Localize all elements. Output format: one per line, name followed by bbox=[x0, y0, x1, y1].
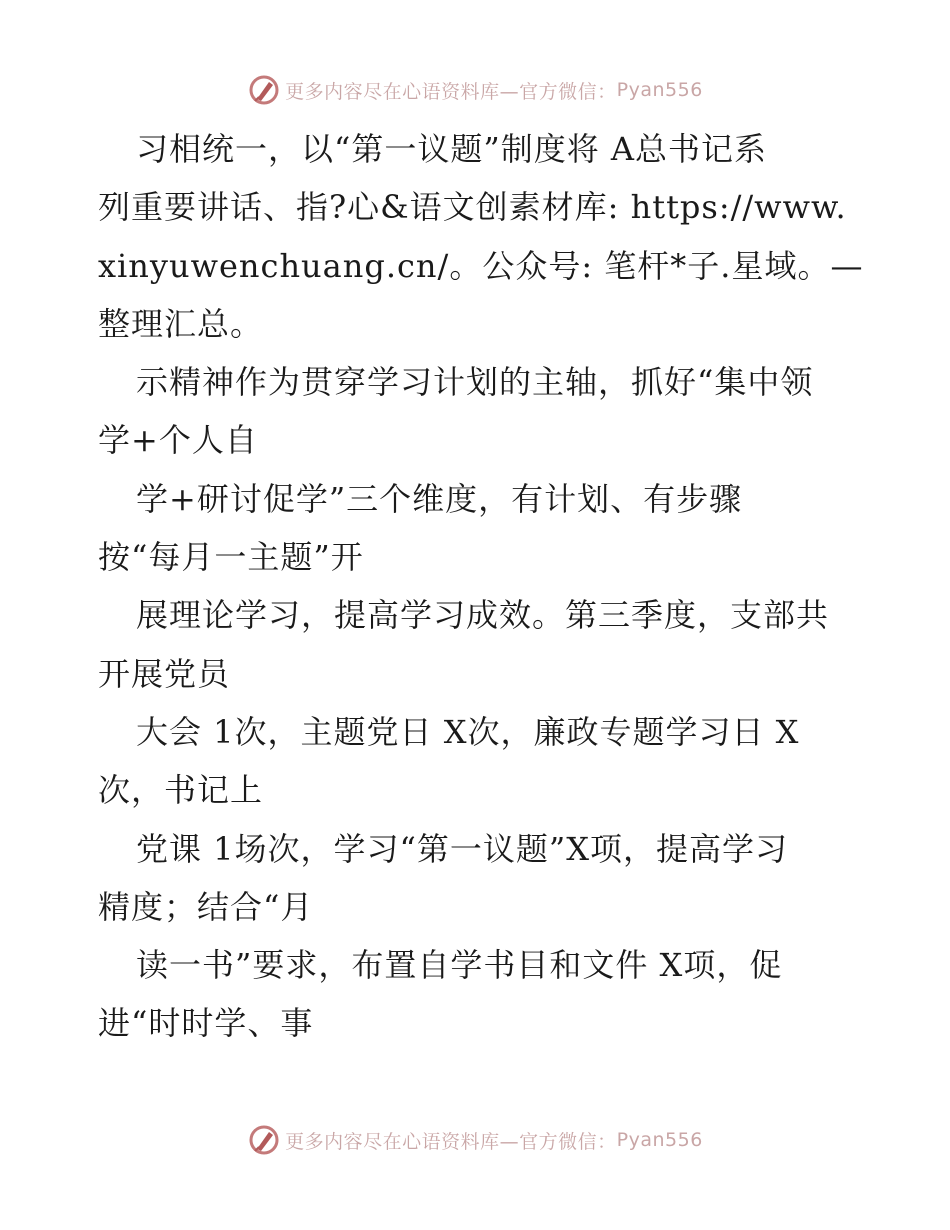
banner-inner bbox=[247, 73, 703, 107]
text-line: 展理论学习，提高学习成效。第三季度，支部共 bbox=[136, 596, 830, 635]
banner-wechat-handle: Pyan556 bbox=[616, 79, 703, 101]
text-line: 党课 1场次，学习“第一议题”X项，提高学习 bbox=[136, 829, 789, 868]
document-body bbox=[98, 120, 864, 1053]
text-line: 读一书”要求，布置自学书目和文件 X项，促 bbox=[136, 946, 783, 985]
banner-text: 更多内容尽在心语资料库—官方微信： bbox=[285, 80, 617, 103]
text-line: 整理汇总。 bbox=[98, 304, 264, 343]
text-line: 开展党员 bbox=[98, 654, 231, 693]
text-line: 习相统一，以“第一议题”制度将 A总书记系 bbox=[136, 130, 768, 168]
text-line: 大会 1次，主题党日 X次，廉政专题学习日 X bbox=[136, 712, 800, 751]
text-line: 按“每月一主题”开 bbox=[98, 538, 364, 577]
banner-inner bbox=[247, 1123, 703, 1157]
banner-wechat-handle: Pyan556 bbox=[616, 1129, 703, 1151]
text-line: 精度；结合“月 bbox=[98, 887, 314, 926]
text-line: 学+个人自 bbox=[98, 421, 258, 460]
text-line: 列重要讲话、指?心&语文创素材库: https://www. bbox=[98, 188, 847, 227]
text-line: 次，书记上 bbox=[98, 771, 264, 810]
footer-banner bbox=[0, 1120, 950, 1160]
header-banner bbox=[0, 70, 950, 110]
text-line: xinyuwenchuang.cn/。公众号: 笔杆*子.星域。— bbox=[98, 246, 864, 285]
text-line: 进“时时学、事 bbox=[98, 1004, 314, 1043]
banner-text: 更多内容尽在心语资料库—官方微信： bbox=[285, 1130, 617, 1153]
pen-nib-logo-icon bbox=[247, 73, 281, 107]
text-line: 示精神作为贯穿学习计划的主轴，抓好“集中领 bbox=[136, 363, 814, 402]
pen-nib-logo-icon bbox=[247, 1123, 281, 1157]
text-line: 学+研讨促学”三个维度，有计划、有步骤 bbox=[136, 479, 743, 518]
